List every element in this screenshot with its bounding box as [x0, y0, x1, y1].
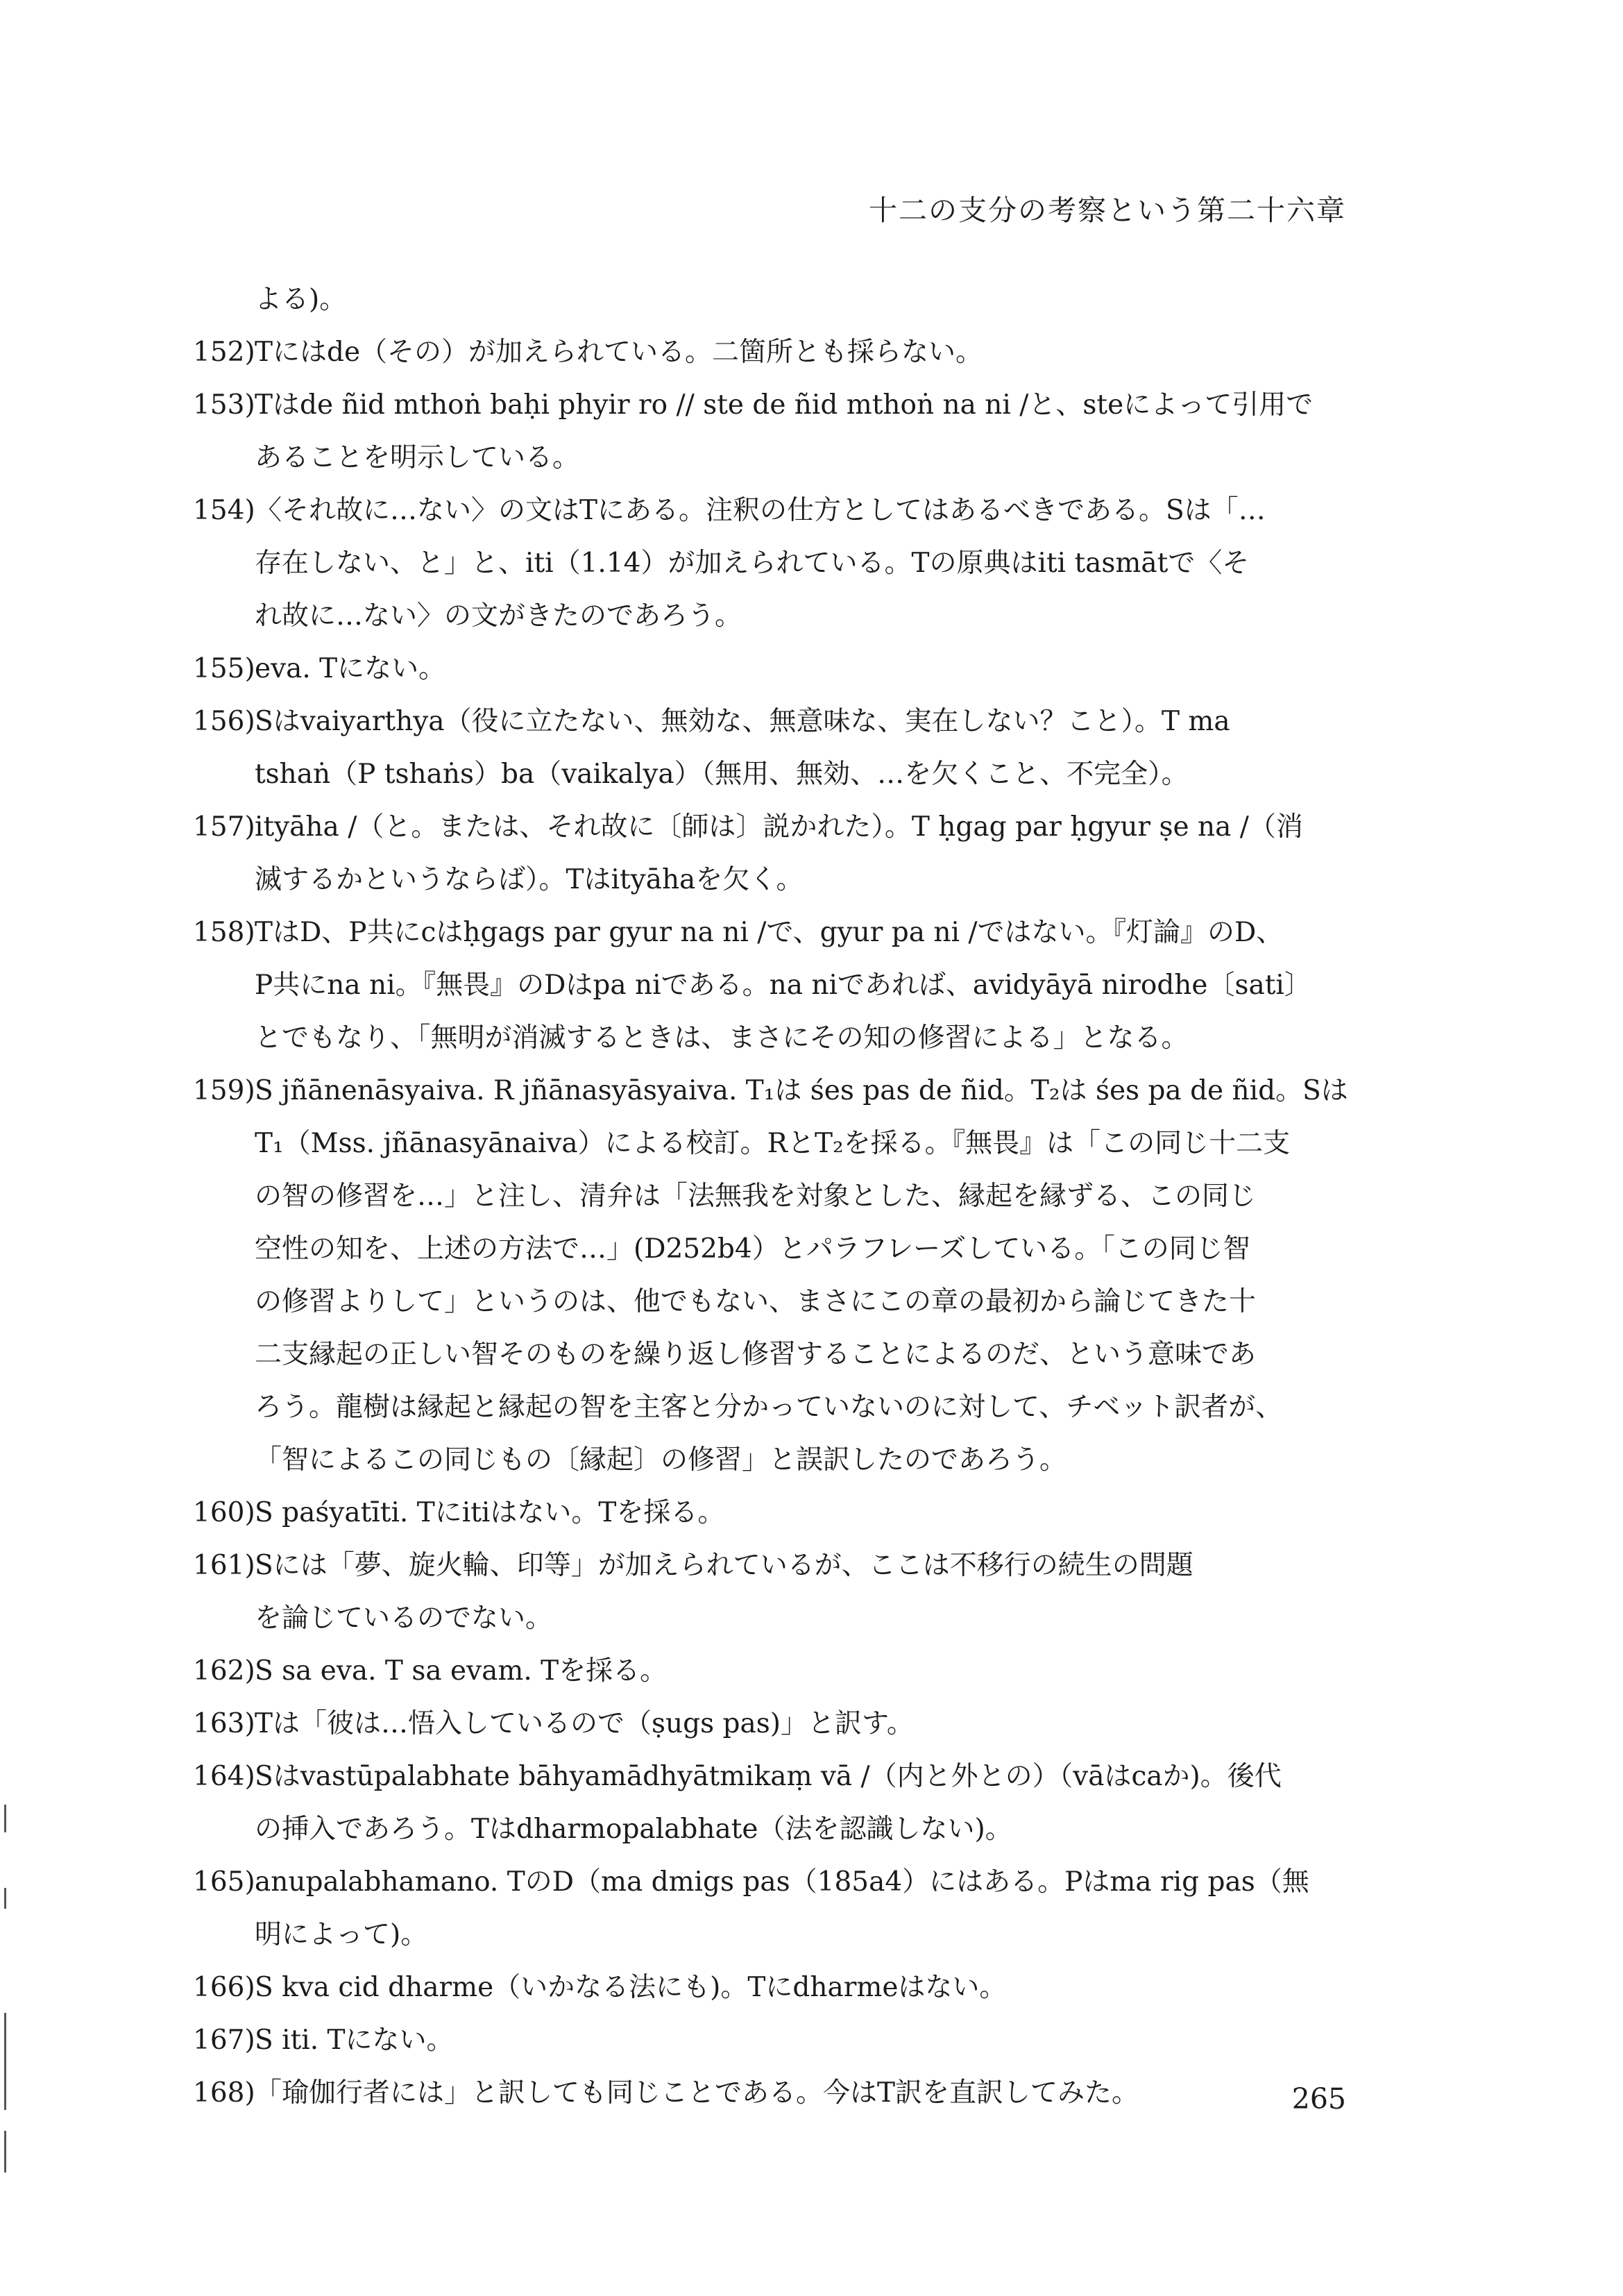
note-number: 159) — [193, 1075, 255, 1106]
note-text: Tにはde（その）が加えられている。二箇所とも採らない。 — [255, 337, 983, 368]
note-text: eva. Tにない。 — [255, 653, 446, 684]
note-number: 160) — [193, 1497, 255, 1528]
note-160 — [193, 1487, 1375, 1539]
note-number: 163) — [193, 1708, 255, 1739]
note-number: 167) — [193, 2025, 255, 2056]
note-152 — [193, 326, 1375, 379]
note-number: 155) — [193, 653, 255, 684]
note-157 — [193, 801, 1375, 906]
continuation-line: よる)。 — [255, 284, 347, 315]
note-number: 157) — [193, 811, 255, 843]
note-154 — [193, 484, 1375, 643]
note-155 — [193, 643, 1375, 695]
note-number: 153) — [193, 389, 255, 421]
note-text: S sa eva. T sa evam. Tを採る。 — [255, 1655, 668, 1687]
note-text: S paśyatīti. Tにitiはない。Tを採る。 — [255, 1497, 725, 1528]
scan-mark — [4, 1805, 6, 1832]
note-168 — [193, 2067, 1375, 2120]
note-text: Sはvastūpalabhate bāhyamādhyātmikaṃ vā /（内と外との）（vāはcaか)。後代 の挿入であろう。Tはdharmopalabhate（法を認識しない)。 — [255, 1761, 1282, 1845]
note-162 — [193, 1645, 1375, 1698]
note-number: 161) — [193, 1550, 255, 1581]
note-163 — [193, 1698, 1375, 1750]
note-text: anupalabhamano. TのD（ma dmigs pas（185a4）にはある。Pはma rig pas（無 明によって)。 — [255, 1866, 1309, 1950]
note-164 — [193, 1750, 1375, 1856]
scan-mark — [4, 1888, 6, 1909]
note-text: S jñānenāsyaiva. R jñānasyāsyaiva. T₁は śes pas de ñid。T₂は śes pa de ñid。Sは T₁（Mss. jñānasyānaiva）による校訂。RとT₂を採る。『無畏』は「この同じ十二支 の智の修習を…」と注し、清弁は「法無我を対象とした、縁起を縁ずる、この同じ 空性の知を、上述の方法で…」(D252b4）とパラフレーズしている。「この同じ智 の修習よりして」というのは、他でもない、まさにこの章の最初から論じてきた十 二支縁起の正しい智そのものを繰り返し修習することによるのだ、という意味であ ろう。龍樹は縁起と縁起の智を主客と分かっていないのに対して、チベット訳者が、 「智によるこの同じもの〔縁起〕の修習」と誤訳したのであろう。 — [255, 1075, 1348, 1476]
note-text: S iti. Tにない。 — [255, 2025, 454, 2056]
note-text: 〈それ故に…ない〉の文はTにある。注釈の仕方としてはあるべきである。Sは「… 存在しない、と」と、iti（1.14）が加えられている。Tの原典はiti tasmātで〈そ れ故に…ない〉の文がきたのであろう。 — [255, 495, 1266, 632]
note-text: S kva cid dharme（いかなる法にも)。Tにdharmeはない。 — [255, 1972, 1007, 2003]
note-166 — [193, 1961, 1375, 2014]
note-153 — [193, 379, 1375, 484]
running-head: 十二の支分の考察という第二十六章 — [869, 194, 1346, 227]
note-number: 162) — [193, 1655, 255, 1687]
note-159 — [193, 1065, 1375, 1487]
note-number: 154) — [193, 495, 255, 526]
note-156 — [193, 695, 1375, 801]
note-158 — [193, 906, 1375, 1065]
note-text: Tは「彼は…悟入しているので（ṣugs pas)」と訳す。 — [255, 1708, 914, 1739]
note-number: 164) — [193, 1761, 255, 1792]
note-number: 156) — [193, 706, 255, 737]
note-167 — [193, 2014, 1375, 2067]
note-number: 158) — [193, 917, 255, 948]
note-text: ityāha /（と。または、それ故に〔師は〕説かれた）。T ḥgag par ḥgyur ṣe na /（消 滅するかというならば）。Tはityāhaを欠く。 — [255, 811, 1303, 895]
note-number: 166) — [193, 1972, 255, 2003]
note-165 — [193, 1856, 1375, 1961]
note-number: 168) — [193, 2077, 255, 2109]
note-text: 「瑜伽行者には」と訳しても同じことである。今はT訳を直訳してみた。 — [255, 2077, 1139, 2109]
note-text: TはD、P共にcはḥgags par gyur na ni /で、gyur pa ni /ではない。『灯論』のD、 P共にna ni。『無畏』のDはpa niである。na niであれば、avidyāyā nirodhe〔sati〕 とでもなり、「無明が消滅するときは、まさにその知の修習による」となる。 — [255, 917, 1311, 1054]
scan-margin-marks — [4, 1805, 7, 2193]
note-161 — [193, 1539, 1375, 1645]
note-text: Sはvaiyarthya（役に立たない、無効な、無意味な、実在しない？こと）。T ma tshaṅ（P tshaṅs）ba（vaikalya）（無用、無効、…を欠くこと、不完全）。 — [255, 706, 1230, 790]
note-text: Sには「夢、旋火輪、印等」が加えられているが、ここは不移行の続生の問題 を論じているのでない。 — [255, 1550, 1193, 1634]
note-number: 152) — [193, 337, 255, 368]
scan-mark — [4, 2013, 6, 2110]
note-text: Tはde ñid mthoṅ baḥi phyir ro // ste de ñid mthoṅ na ni /と、steによって引用で あることを明示している。 — [255, 389, 1314, 473]
scan-mark — [4, 2131, 6, 2172]
page-number: 265 — [1291, 2082, 1346, 2116]
note-number: 165) — [193, 1866, 255, 1898]
notes-section — [193, 273, 1375, 2120]
